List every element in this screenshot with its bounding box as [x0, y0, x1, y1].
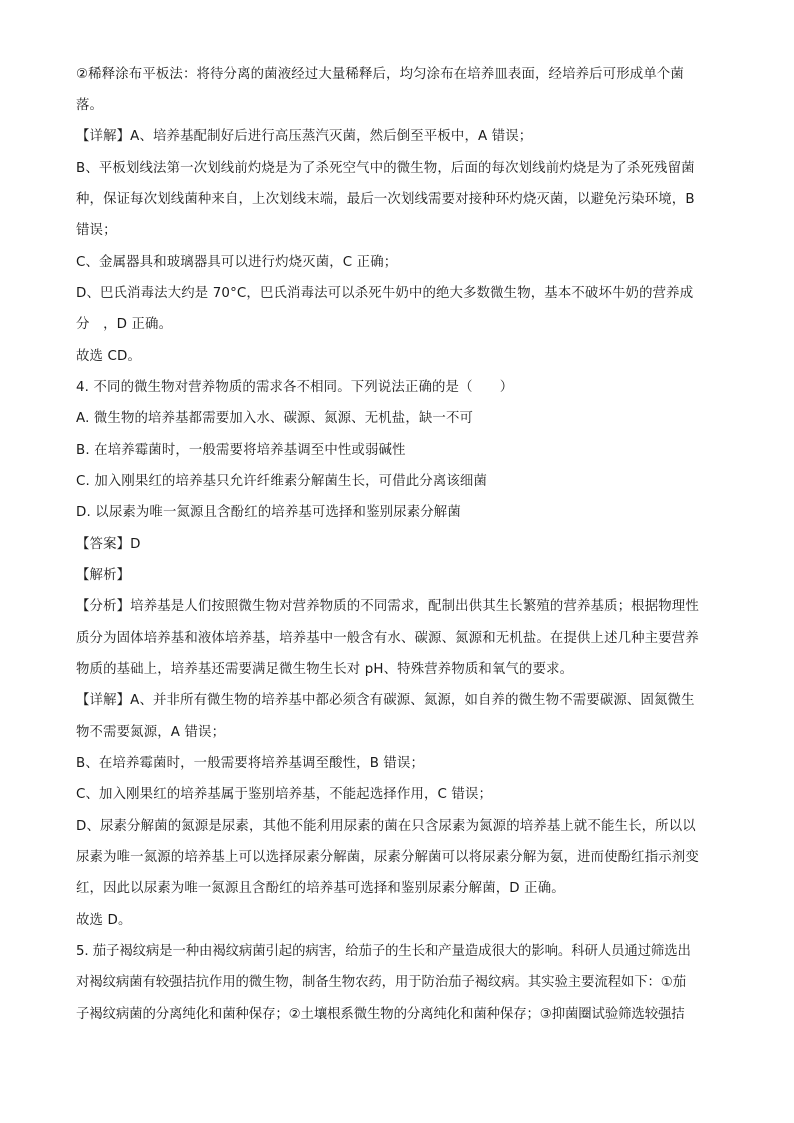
option-b: B. 在培养霉菌时，一般需要将培养基调至中性或弱碱性 [76, 443, 406, 458]
question-4-stem: 4. 不同的微生物对营养物质的需求各不相同。下列说法正确的是（ ） [76, 380, 514, 395]
text-line: B、在培养霉菌时，一般需要将培养基调至酸性，B 错误； [76, 756, 425, 771]
text-line: 物质的基础上，培养基还需要满足微生物生长对 pH、特殊营养物质和氧气的要求。 [76, 662, 574, 677]
text-line: 种，保证每次划线菌种来自，上次划线末端，最后一次划线需要对接种环灼烧灭菌，以避免污染环境，B [76, 192, 695, 207]
text-line: D、巴氏消毒法大约是 70°C，巴氏消毒法可以杀死牛奶中的绝大多数微生物，基本不破坏牛奶的营养成 [76, 286, 694, 301]
text-line: 【详解】A、培养基配制好后进行高压蒸汽灭菌，然后倒至平板中，A 错误； [76, 129, 533, 144]
text-line: 质分为固体培养基和液体培养基，培养基中一般含有水、碳源、氮源和无机盐。在提供上述几种主要营养 [76, 631, 699, 646]
question-5-stem: 5. 茄子褐纹病是一种由褐纹病菌引起的病害，给茄子的生长和产量造成很大的影响。科研人员通过筛选出 [76, 944, 691, 959]
text-line: C、加入刚果红的培养基属于鉴别培养基，不能起选择作用，C 错误； [76, 787, 493, 802]
text-line: 红，因此以尿素为唯一氮源且含酚红的培养基可选择和鉴别尿素分解菌，D 正确。 [76, 881, 565, 896]
text-line: ②稀释涂布平板法：将待分离的菌液经过大量稀释后，均匀涂布在培养皿表面，经培养后可形成单个菌 [76, 67, 684, 82]
option-a: A. 微生物的培养基都需要加入水、碳源、氮源、无机盐，缺一不可 [76, 411, 474, 426]
option-c: C. 加入刚果红的培养基只允许纤维素分解菌生长，可借此分离该细菌 [76, 474, 487, 489]
text-line: 子褐纹病菌的分离纯化和菌种保存；②土壤根系微生物的分离纯化和菌种保存；③抑菌圈试验筛选较强拮 [76, 1007, 685, 1022]
text-line: 落。 [76, 98, 104, 113]
text-line: B、平板划线法第一次划线前灼烧是为了杀死空气中的微生物，后面的每次划线前灼烧是为了杀死残留菌 [76, 161, 695, 176]
text-line: C、金属器具和玻璃器具可以进行灼烧灭菌，C 正确； [76, 255, 398, 270]
text-line: 【详解】A、并非所有微生物的培养基中都必须含有碳源、氮源，如自养的微生物不需要碳源、固氮微生 [76, 693, 695, 708]
text-line: 故选 CD。 [76, 349, 141, 364]
text-line: 错误； [76, 223, 117, 238]
answer-label: 【答案】D [76, 537, 141, 552]
option-d: D. 以尿素为唯一氮源且含酚红的培养基可选择和鉴别尿素分解菌 [76, 505, 461, 520]
text-line: 物不需要氮源，A 错误； [76, 725, 226, 740]
text-line: 分 ，D 正确。 [76, 317, 173, 332]
text-line: 故选 D。 [76, 913, 132, 928]
text-line: 尿素为唯一氮源的培养基上可以选择尿素分解菌，尿素分解菌可以将尿素分解为氨，进而使酚红指示剂变 [76, 850, 699, 865]
text-line: 【分析】培养基是人们按照微生物对营养物质的不同需求，配制出供其生长繁殖的营养基质；根据物理性 [76, 599, 699, 614]
text-line: 对褐纹病菌有较强拮抗作用的微生物，制备生物农药，用于防治茄子褐纹病。其实验主要流程如下：①茄 [76, 975, 686, 990]
text-line: D、尿素分解菌的氮源是尿素，其他不能利用尿素的菌在只含尿素为氮源的培养基上就不能生长，所以以 [76, 819, 696, 834]
analysis-label: 【解析】 [76, 568, 131, 583]
